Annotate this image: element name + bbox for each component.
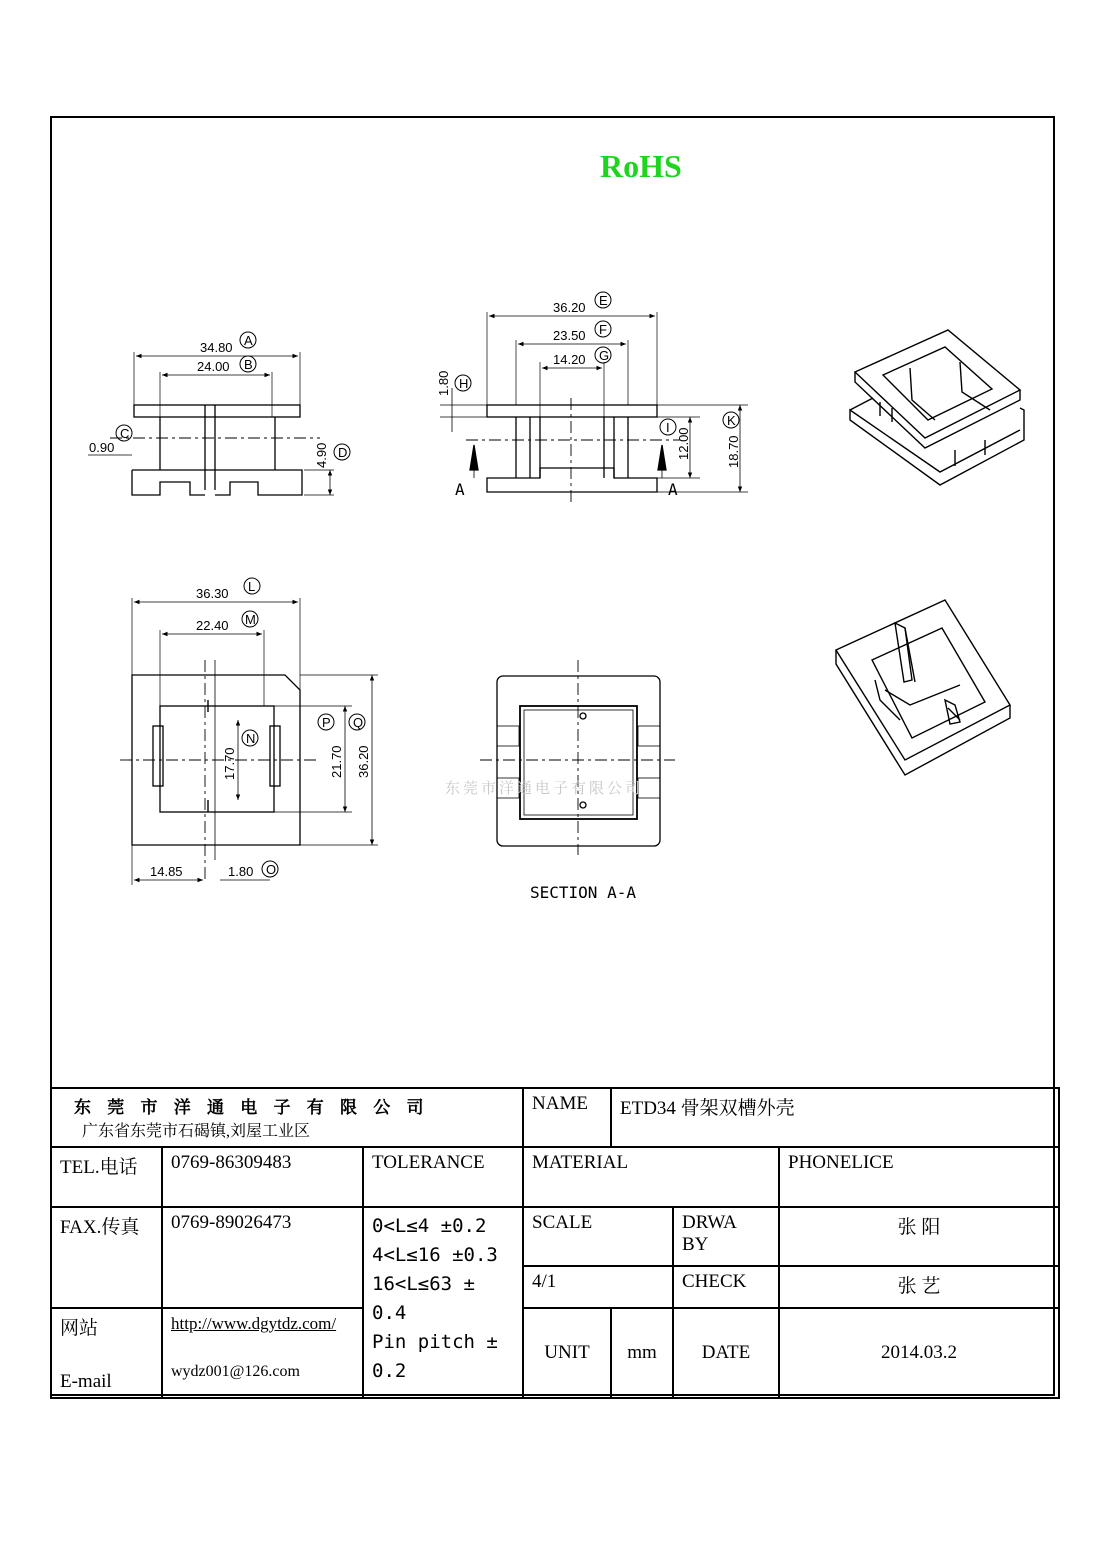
dim-d: 4.90 [314,442,329,468]
section-title: SECTION A-A [530,883,636,902]
drawn-by-label-line-2: BY [682,1234,709,1255]
dim-b: 24.00 [197,359,230,374]
isometric-view-top [850,330,1024,485]
scale-label: SCALE [523,1207,673,1266]
unit-value: mm [611,1308,673,1398]
check-value: 张 艺 [779,1266,1059,1308]
marker-l: L [248,579,256,594]
side-view [440,312,748,505]
tolerance-line-6: 0.2 [372,1360,407,1382]
name-value: ETD34 骨架双槽外壳 [611,1088,1059,1147]
dim-k: 18.70 [726,435,741,468]
marker-k: K [727,413,736,428]
dim-m: 22.40 [196,618,229,633]
marker-g: G [599,348,610,363]
web-label: 网站 [60,1318,99,1339]
dim-e: 36.20 [553,300,586,315]
material-label: MATERIAL [523,1147,779,1207]
drawn-by-label [673,1207,779,1266]
scale-value: 4/1 [523,1266,673,1308]
section-marker-left: A [455,480,465,499]
isometric-view-bottom [836,600,1010,775]
dim-w: 14.85 [150,864,183,879]
company-name: 东 莞 市 洋 通 电 子 有 限 公 司 [74,1098,430,1117]
tolerance-label: TOLERANCE [363,1147,523,1207]
dim-f: 23.50 [553,328,586,343]
dim-p: 21.70 [329,745,344,778]
phonelice-label: PHONELICE [779,1147,1059,1207]
company-address: 广东省东莞市石碣镇,刘屋工业区 [82,1123,311,1140]
section-marker-right: A [668,480,678,499]
title-block [50,1087,1060,1399]
tolerance-line-1: 0<L≤4 ±0.2 [372,1215,487,1237]
watermark: 东莞市洋通电子有限公司 [445,779,644,797]
tolerance-line-2: 4<L≤16 ±0.3 [372,1244,498,1266]
marker-e: E [599,293,608,308]
tolerance-values [363,1207,523,1398]
date-value: 2014.03.2 [779,1308,1059,1398]
marker-m: M [245,612,256,627]
tel-value: 0769-86309483 [162,1147,363,1207]
tolerance-line-5: Pin pitch ± [372,1331,498,1353]
dim-i: 12.00 [676,427,691,460]
marker-h: H [459,376,469,391]
dim-c: 0.90 [89,440,115,455]
check-label: CHECK [673,1266,779,1308]
unit-label: UNIT [523,1308,611,1398]
company-cell [51,1088,523,1147]
email-label: E-mail [60,1371,112,1392]
marker-b: B [244,357,253,372]
tolerance-line-3: 16<L≤63 ± [372,1273,475,1295]
dim-q: 36.20 [356,745,371,778]
section-view [480,660,675,855]
dim-a: 34.80 [200,340,233,355]
website-link[interactable]: http://www.dgytdz.com/ [171,1314,337,1333]
marker-i: I [666,420,670,435]
marker-d: D [338,445,348,460]
date-label: DATE [673,1308,779,1398]
marker-o: O [266,862,277,877]
web-email-labels [51,1308,162,1398]
marker-n: N [246,731,256,746]
rohs-mark: RoHS [600,148,682,184]
marker-a: A [244,333,253,348]
marker-f: F [599,322,607,337]
dim-l: 36.30 [196,586,229,601]
name-label: NAME [523,1088,611,1147]
dim-g: 14.20 [553,352,586,367]
email-value: wydz001@126.com [171,1363,300,1380]
dim-o: 1.80 [228,864,254,879]
dim-n: 17.70 [222,747,237,780]
tel-label: TEL.电话 [51,1147,162,1207]
marker-c: C [120,426,130,441]
drawn-by-label-line-1: DRWA [682,1212,737,1233]
fax-label: FAX.传真 [51,1207,162,1308]
drawn-by-value: 张 阳 [779,1207,1059,1266]
tolerance-line-4: 0.4 [372,1302,407,1324]
fax-value: 0769-89026473 [162,1207,363,1308]
marker-q: Q [353,715,364,730]
dim-h: 1.80 [436,370,451,396]
marker-p: P [322,715,331,730]
web-email-values [162,1308,363,1398]
